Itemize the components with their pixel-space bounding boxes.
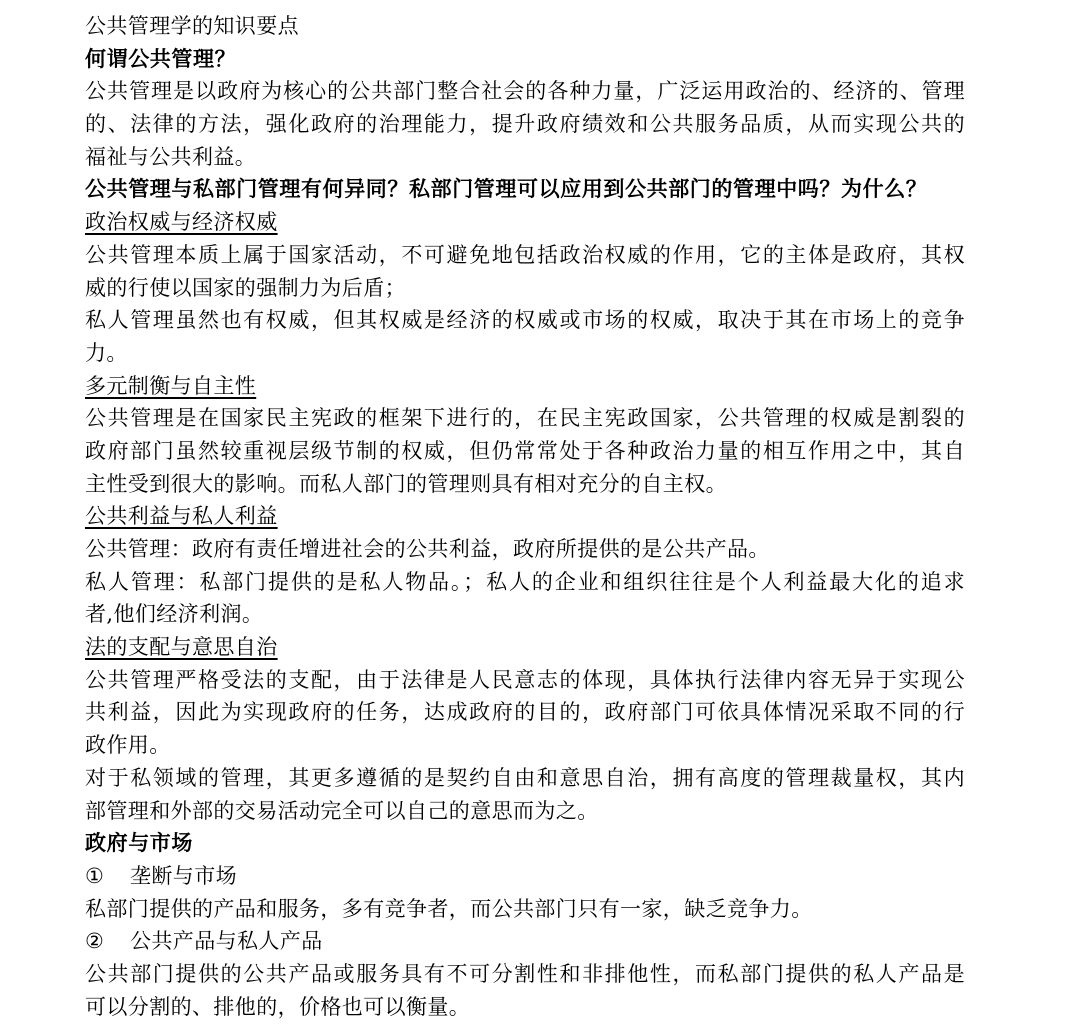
section-heading-rule-of-law: 法的支配与意思自治 [85,635,278,660]
section-heading-checks-balances: 多元制衡与自主性 [85,373,257,398]
answer-1-line: 福祉与公共利益。 [85,144,257,169]
paragraph-line: 可以分割的、排他的，价格也可以衡量。 [85,994,471,1019]
paragraph-line: 私部门提供的产品和服务，多有竞争者，而公共部门只有一家，缺乏竞争力。 [85,896,813,921]
section-heading-public-private-interest: 公共利益与私人利益 [85,504,278,529]
paragraph-line: 主性受到很大的影响。而私人部门的管理则具有相对充分的自主权。 [85,471,727,496]
paragraph-line: 对于私领域的管理，其更多遵循的是契约自由和意思自治，拥有高度的管理裁量权，其内 [85,765,965,790]
document-page [85,10,965,1023]
item-label: 公共产品与私人产品 [130,929,323,954]
paragraph-line: 公共管理是在国家民主宪政的框架下进行的，在民主宪政国家，公共管理的权威是割裂的 [85,406,965,431]
paragraph-line: 公共部门提供的公共产品或服务具有不可分割性和非排他性，而私部门提供的私人产品是 [85,961,965,986]
list-item [85,925,965,958]
paragraph-line: 政作用。 [85,733,171,758]
item-number: ② [85,929,105,954]
item-label: 垄断与市场 [130,863,237,888]
paragraph-line: 政府部门虽然较重视层级节制的权威，但仍常常处于各种政治力量的相互作用之中，其自 [85,438,965,463]
list-item [85,860,965,893]
paragraph-line: 部管理和外部的交易活动完全可以自己的意思而为之。 [85,798,599,823]
paragraph-line: 共利益，因此为实现政府的任务，达成政府的目的，政府部门可依具体情况采取不同的行 [85,700,965,725]
paragraph-line: 私人管理：私部门提供的是私人物品。；私人的企业和组织往往是个人利益最大化的追求 [85,569,965,594]
paragraph-line: 力。 [85,340,128,365]
paragraph-line: 私人管理虽然也有权威，但其权威是经济的权威或市场的权威，取决于其在市场上的竞争 [85,308,965,333]
paragraph-line: 公共管理：政府有责任增进社会的公共利益，政府所提供的是公共产品。 [85,537,770,561]
paragraph-line: 者,他们经济利润。 [85,602,264,627]
question-2-heading: 公共管理与私部门管理有何异同？私部门管理可以应用到公共部门的管理中吗？为什么？ [85,177,928,202]
answer-1-line: 公共管理是以政府为核心的公共部门整合社会的各种力量，广泛运用政治的、经济的、管理 [85,79,965,104]
item-number: ① [85,863,105,888]
paragraph-line: 公共管理本质上属于国家活动，不可避免地包括政治权威的作用，它的主体是政府，其权 [85,242,965,267]
question-1-heading: 何谓公共管理？ [85,46,237,71]
paragraph-line: 公共管理严格受法的支配，由于法律是人民意志的体现，具体执行法律内容无异于实现公 [85,667,965,692]
doc-title: 公共管理学的知识要点 [85,14,299,38]
section-heading-political-authority: 政治权威与经济权威 [85,210,278,235]
answer-1-line: 的、法律的方法，强化政府的治理能力，提升政府绩效和公共服务品质，从而实现公共的 [85,112,965,137]
question-3-heading: 政府与市场 [85,831,193,856]
paragraph-line: 威的行使以国家的强制力为后盾； [85,275,406,300]
